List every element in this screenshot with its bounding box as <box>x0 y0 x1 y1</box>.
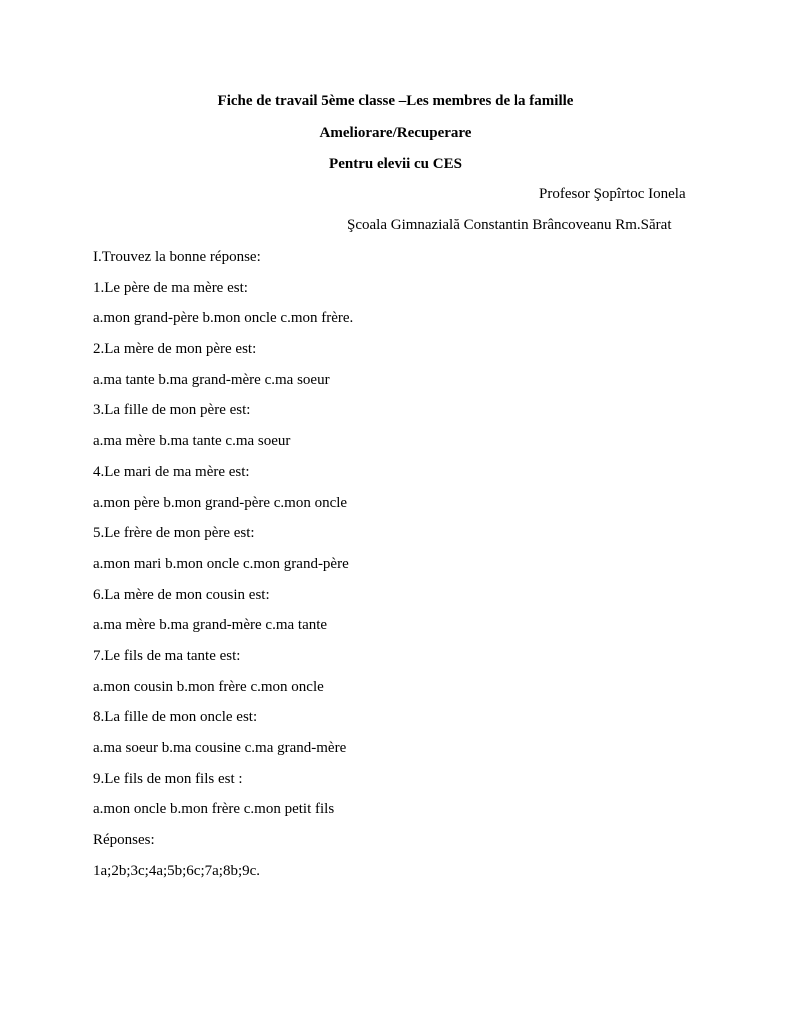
question-6: 6.La mère de mon cousin est: <box>93 586 270 603</box>
author-name: Profesor Şopîrtoc Ionela <box>539 186 686 202</box>
question-3-options: a.ma mère b.ma tante c.ma soeur <box>93 433 291 450</box>
worksheet-subtitle-ameliorare: Ameliorare/Recuperare <box>319 125 472 141</box>
question-7-options: a.mon cousin b.mon frère c.mon oncle <box>93 678 324 695</box>
question-4: 4.Le mari de ma mère est: <box>93 463 250 480</box>
exercise-body <box>93 248 743 892</box>
question-1: 1.Le père de ma mère est: <box>93 279 248 296</box>
answers-key: 1a;2b;3c;4a;5b;6c;7a;8b;9c. <box>93 862 261 879</box>
question-8: 8.La fille de mon oncle est: <box>93 709 258 726</box>
question-9: 9.Le fils de mon fils est : <box>93 770 243 787</box>
question-5: 5.Le frère de mon père est: <box>93 525 255 542</box>
question-4-options: a.mon père b.mon grand-père c.mon oncle <box>93 494 348 511</box>
question-6-options: a.ma mère b.ma grand-mère c.ma tante <box>93 617 328 634</box>
worksheet-subtitle-ces: Pentru elevii cu CES <box>329 156 462 172</box>
question-2: 2.La mère de mon père est: <box>93 341 257 358</box>
question-5-options: a.mon mari b.mon oncle c.mon grand-père <box>93 555 349 572</box>
question-7: 7.Le fils de ma tante est: <box>93 647 241 664</box>
worksheet-title: Fiche de travail 5ème classe –Les membres de la famille <box>217 93 574 109</box>
question-1-options: a.mon grand-père b.mon oncle c.mon frère. <box>93 310 354 327</box>
question-3: 3.La fille de mon père est: <box>93 402 251 419</box>
answers-label: Réponses: <box>93 832 155 849</box>
exercise-instruction: I.Trouvez la bonne réponse: <box>93 249 261 265</box>
school-name: Şcoala Gimnazială Constantin Brâncoveanu Rm.Sărat <box>347 217 672 233</box>
question-8-options: a.ma soeur b.ma cousine c.ma grand-mère <box>93 740 347 756</box>
question-9-options: a.mon oncle b.mon frère c.mon petit fils <box>93 801 335 818</box>
question-2-options: a.ma tante b.ma grand-mère c.ma soeur <box>93 371 330 388</box>
